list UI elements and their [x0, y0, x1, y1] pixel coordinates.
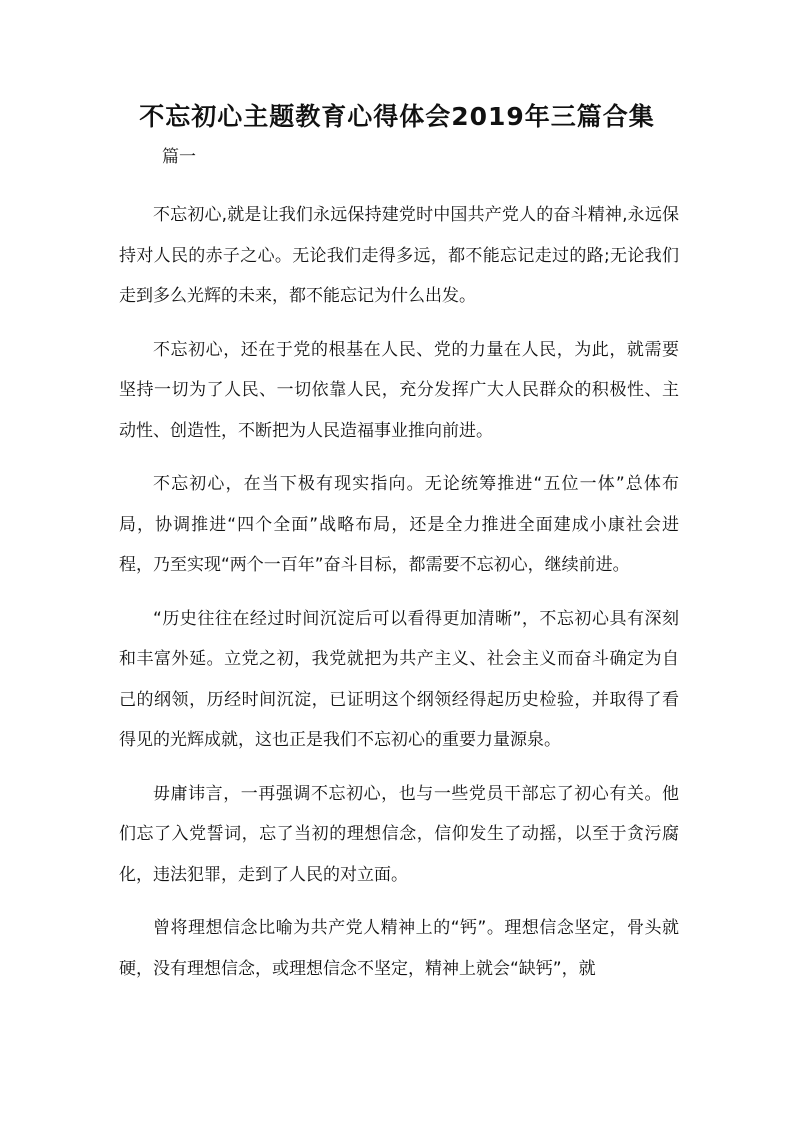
- paragraph-5: 毋庸讳言，一再强调不忘初心，也与一些党员干部忘了初心有关。他们忘了入党誓词，忘了当初的理想信念，信仰发生了动摇，以至于贪污腐化，违法犯罪，走到了人民的对立面。: [119, 783, 679, 885]
- section-label: 篇一: [162, 147, 196, 167]
- paragraph-1: 不忘初心,就是让我们永远保持建党时中国共产党人的奋斗精神,永远保持对人民的赤子之心。无论我们走得多远，都不能忘记走过的路;无论我们走到多么光辉的未来，都不能忘记为什么出发。: [119, 205, 679, 306]
- paragraph-6: 曾将理想信念比喻为共产党人精神上的“钙”。理想信念坚定，骨头就硬，没有理想信念，或理想信念不坚定，精神上就会“缺钙”，就: [119, 918, 679, 979]
- document-body: [119, 195, 679, 1002]
- paragraph-4: “历史往往在经过时间沉淀后可以看得更加清晰”，不忘初心具有深刻和丰富外延。立党之初，我党就把为共产主义、社会主义而奋斗确定为自己的纲领，历经时间沉淀，已证明这个纲领经得起历史检验，并取得了看得见的光辉成就，这也正是我们不忘初心的重要力量源泉。: [119, 608, 679, 750]
- document-title: 不忘初心主题教育心得体会2019年三篇合集: [139, 102, 655, 131]
- paragraph-3: 不忘初心，在当下极有现实指向。无论统筹推进“五位一体”总体布局，协调推进“四个全面”战略布局，还是全力推进全面建成小康社会进程，乃至实现“两个一百年”奋斗目标，都需要不忘初心，继续前进。: [119, 474, 679, 575]
- paragraph-2: 不忘初心，还在于党的根基在人民、党的力量在人民，为此，就需要坚持一切为了人民、一切依靠人民，充分发挥广大人民群众的积极性、主动性、创造性，不断把为人民造福事业推向前进。: [119, 339, 679, 441]
